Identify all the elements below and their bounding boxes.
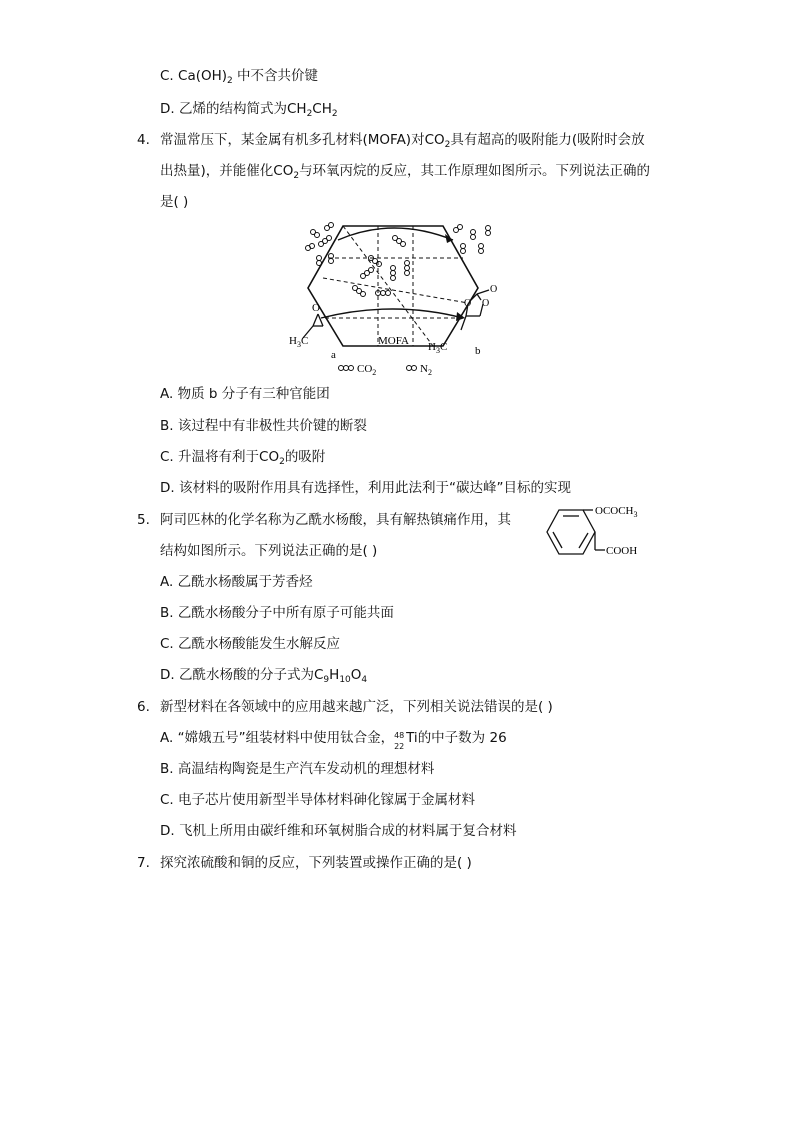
question-4-stem-line-2 — [160, 161, 650, 186]
formula-part: H — [329, 667, 340, 683]
mofa-diagram — [283, 218, 503, 376]
top-arrow — [338, 228, 453, 240]
option-letter: A. — [160, 574, 174, 590]
question-5-stem-line-2: 结构如图所示。下列说法正确的是( ) — [160, 543, 378, 559]
mass-number: 48 — [394, 731, 405, 740]
label-mofa: MOFA — [378, 335, 409, 347]
label-cooh: COOH — [606, 545, 638, 557]
element-symbol: Ti — [406, 730, 418, 746]
formula-part: O — [350, 667, 362, 683]
question-number: 4. — [137, 132, 150, 148]
stem-text: 常温常压下，某金属有机多孔材料(MOFA)对CO — [160, 132, 445, 148]
option-letter: C. — [160, 68, 174, 84]
atomic-number: 22 — [394, 742, 405, 751]
legend-co2-label: $CO_2$ — [357, 363, 377, 376]
q4-option-a — [160, 384, 330, 404]
q4-option-d — [160, 478, 571, 498]
q5-option-c — [160, 634, 340, 654]
subscript: 2 — [227, 76, 233, 86]
question-6-stem: 新型材料在各领域中的应用越来越广泛，下列相关说法错误的是( ) — [160, 699, 553, 715]
option-letter: D. — [160, 480, 175, 496]
question-5-stem-line-1: 阿司匹林的化学名称为乙酰水杨酸，具有解热镇痛作用，其 — [160, 512, 511, 528]
option-letter: B. — [160, 605, 174, 621]
option-letter: A. — [160, 386, 174, 402]
option-letter: C. — [160, 636, 174, 652]
legend-n2-icon — [407, 366, 417, 371]
question-7-stem: 探究浓硫酸和铜的反应，下列装置或操作正确的是( ) — [160, 855, 472, 871]
option-text: 该过程中有非极性共价键的断裂 — [177, 418, 367, 434]
option-letter: D. — [160, 101, 175, 117]
subscript: 10 — [339, 675, 351, 685]
option-letter: A. — [160, 730, 174, 746]
q6-option-a — [160, 728, 507, 751]
label-h3c-left: $H_3C$ — [289, 335, 309, 349]
epoxide-oxygen: O — [312, 302, 320, 314]
option-d-prev — [160, 99, 338, 124]
pore-lines — [323, 226, 468, 346]
label-a: a — [331, 349, 336, 361]
arrow-head — [456, 312, 465, 321]
subscript: 2 — [331, 109, 338, 119]
option-text: 升温将有利于CO — [178, 449, 280, 465]
option-text-rest: 中不含共价键 — [232, 68, 319, 84]
label-b: b — [475, 345, 481, 357]
option-letter: B. — [160, 418, 174, 434]
q5-option-d — [160, 665, 367, 690]
option-text: Ca(OH) — [178, 68, 228, 84]
question-number: 6. — [137, 699, 150, 715]
label-ococh3: $OCOCH_3$ — [595, 505, 638, 519]
carbonate-oxygen: O — [490, 284, 498, 295]
option-text: 电子芯片使用新型半导体材料砷化镓属于金属材料 — [178, 792, 476, 808]
q6-option-c — [160, 790, 475, 810]
option-text-rest: 的中子数为 26 — [417, 730, 507, 746]
label-h3c-right: $H_3C$ — [428, 341, 448, 355]
q5-option-a — [160, 572, 313, 592]
subscript: 2 — [293, 171, 300, 181]
option-text-mid: CH — [312, 101, 332, 117]
bottom-arrow — [321, 309, 463, 318]
option-text: 物质 b 分子有三种官能团 — [177, 386, 330, 402]
aspirin-structure — [535, 502, 670, 564]
option-text: “嫦娥五号”组装材料中使用钛合金， — [177, 730, 395, 746]
subscript: 2 — [444, 140, 451, 150]
option-c-prev — [160, 66, 318, 91]
q5-option-b — [160, 603, 394, 623]
q4-option-c — [160, 447, 325, 472]
option-text: 乙酰水杨酸分子中所有原子可能共面 — [177, 605, 394, 621]
option-letter: B. — [160, 761, 174, 777]
question-number: 7. — [137, 855, 150, 871]
option-text: 乙酰水杨酸能发生水解反应 — [178, 636, 341, 652]
legend-n2-label: $N_2$ — [420, 363, 432, 376]
stem-text: 出热量)，并能催化CO — [160, 163, 294, 179]
option-letter: D. — [160, 823, 175, 839]
subscript: 2 — [279, 457, 285, 467]
q4-option-b — [160, 416, 367, 436]
subscript: 2 — [306, 109, 313, 119]
subscript: 4 — [361, 675, 368, 685]
mofa-hexagon — [308, 226, 478, 346]
option-text: 飞机上所用由碳纤维和环氧树脂合成的材料属于复合材料 — [178, 823, 517, 839]
stem-text: 具有超高的吸附能力(吸附时会放 — [450, 132, 645, 148]
question-4-stem-line-1 — [160, 130, 645, 155]
option-text: 乙烯的结构简式为CH — [178, 101, 307, 117]
carbonate-oxygen: O — [464, 298, 472, 309]
option-letter: C. — [160, 449, 174, 465]
q6-option-d — [160, 821, 516, 841]
stem-text: 与环氧丙烷的反应，其工作原理如图所示。下列说法正确的 — [299, 163, 651, 179]
subscript: 9 — [323, 675, 330, 685]
option-text-rest: 的吸附 — [284, 449, 326, 465]
carbonate-oxygen: O — [482, 298, 490, 309]
option-text: 高温结构陶瓷是生产汽车发动机的理想材料 — [177, 761, 435, 777]
option-text: 该材料的吸附作用具有选择性，利用此法利于“碳达峰”目标的实现 — [178, 480, 571, 496]
option-letter: C. — [160, 792, 174, 808]
option-letter: D. — [160, 667, 175, 683]
question-4-stem-line-3: 是( ) — [160, 194, 189, 210]
question-number: 5. — [137, 512, 150, 528]
legend-co2-icon — [339, 366, 354, 371]
q6-option-b — [160, 759, 434, 779]
isotope-notation — [394, 728, 406, 751]
option-text: 乙酰水杨酸属于芳香烃 — [177, 574, 313, 590]
option-text: 乙酰水杨酸的分子式为C — [178, 667, 324, 683]
